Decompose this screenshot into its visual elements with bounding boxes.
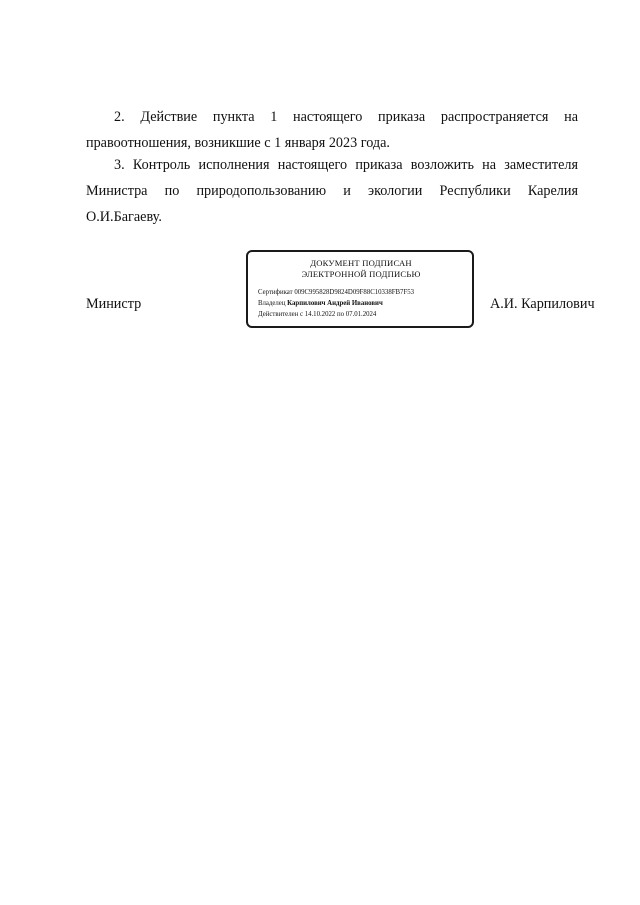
paragraph-3: [86, 152, 578, 230]
paragraph-3-line-2: Министра по природопользованию и экологии Республики Карелия: [86, 183, 578, 199]
paragraph-3-line-1: 3. Контроль исполнения настоящего приказа возложить на заместителя: [114, 157, 578, 173]
stamp-owner-label: Владелец: [258, 300, 286, 307]
stamp-validity-label: Действителен: [258, 311, 299, 318]
stamp-certificate-label: Сертификат: [258, 289, 293, 296]
stamp-valid-to: 07.01.2024: [345, 311, 377, 318]
stamp-header-line-1: ДОКУМЕНТ ПОДПИСАН: [310, 258, 412, 268]
paragraph-3-line-3: О.И.Багаеву.: [86, 209, 162, 225]
stamp-certificate-value: 009C995828D9824D09F88C10338FB7F53: [294, 289, 415, 296]
paragraph-2-line-2: правоотношения, возникшие с 1 января 2023 года.: [86, 135, 390, 151]
electronic-signature-stamp: [246, 250, 474, 328]
stamp-header: [258, 258, 464, 280]
paragraph-2: [86, 104, 578, 156]
signer-name: А.И. Карпилович: [490, 296, 595, 312]
stamp-valid-to-prefix: по: [336, 311, 345, 318]
stamp-header-line-2: ЭЛЕКТРОННОЙ ПОДПИСЬЮ: [301, 269, 421, 279]
stamp-valid-from: 14.10.2022: [304, 311, 336, 318]
stamp-owner-value: Карпилович Андрей Иванович: [287, 300, 383, 307]
stamp-certificate-row: [258, 287, 464, 298]
stamp-owner-row: [258, 298, 464, 309]
stamp-validity-row: [258, 309, 464, 320]
stamp-body: [258, 287, 464, 320]
signer-title: Министр: [86, 296, 142, 312]
paragraph-2-line-1: 2. Действие пункта 1 настоящего приказа распространяется на: [114, 109, 578, 125]
stamp-valid-from-prefix: с: [299, 311, 303, 318]
